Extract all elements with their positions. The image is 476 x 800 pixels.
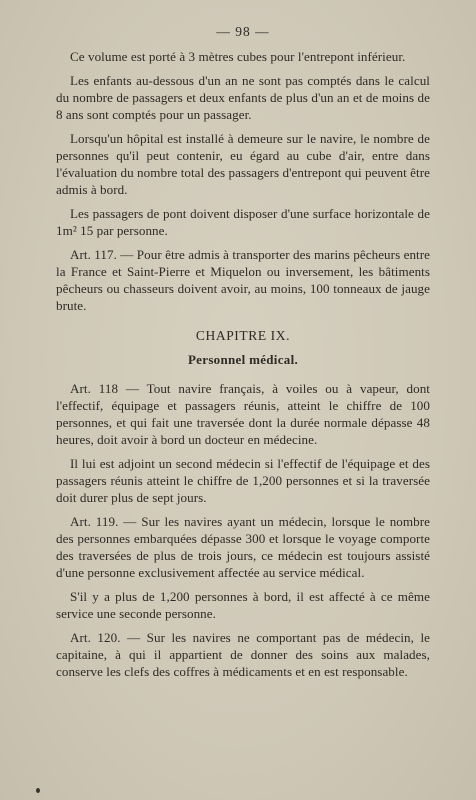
article-117: Art. 117. — Pour être admis à transporter des marins pêcheurs entre la France et Saint-Pierre et Miquelon ou inversement, les bâtiments pêcheurs ou chasseurs doivent avoir, au moins, 100 tonneaux de jauge brute. <box>56 247 430 313</box>
article-119: Art. 119. — Sur les navires ayant un médecin, lorsque le nombre des personnes embarquées dépasse 300 et lorsque le voyage comporte des traversées de plus de trois jours, ce médecin est toujours assisté d'une personne exclusivement affectée au service médical. <box>56 514 430 580</box>
article-118: Art. 118 — Tout navire français, à voiles ou à vapeur, dont l'effectif, équipage et passagers réunis, atteint le chiffre de 100 personnes, et qui fait une traversée dont la durée normale dépasse 48 heures, doit avoir à bord un docteur en médecine. <box>56 381 430 447</box>
chapter-title: CHAPITRE IX. <box>195 328 291 343</box>
page-number: — 98 — <box>216 24 270 39</box>
chapter-subtitle: Personnel médical. <box>187 352 299 367</box>
paragraph-volume-entrepont: Ce volume est porté à 3 mètres cubes pour l'entrepont inférieur. <box>70 49 406 64</box>
paragraph-second-medecin: Il lui est adjoint un second médecin si l'effectif de l'équipage et des passagers réunis atteint le chiffre de 1,200 personnes et si la traversée doit durer plus de sept jours. <box>56 456 430 505</box>
article-120: Art. 120. — Sur les navires ne comportant pas de médecin, le capitaine, à qui il appartient de donner des soins aux malades, conserve les clefs des coffres à médicaments et en est responsable. <box>56 630 430 679</box>
ink-speck <box>36 788 40 793</box>
paragraph-passagers-pont: Les passagers de pont doivent disposer d'une surface horizontale de 1m² 15 par personne. <box>56 206 430 238</box>
paragraph-enfants: Les enfants au-dessous d'un an ne sont pas comptés dans le calcul du nombre de passagers et deux enfants de plus d'un an et de moins de 8 ans sont comptés pour un passager. <box>56 73 430 122</box>
paragraph-hopital: Lorsqu'un hôpital est installé à demeure sur le navire, le nombre de personnes qu'il peut contenir, eu égard au cube d'air, entre dans l'évaluation du nombre total des passagers d'entrepont qui peuvent être admis à bord. <box>56 131 430 197</box>
paragraph-seconde-personne: S'il y a plus de 1,200 personnes à bord, il est affecté à ce même service une seconde personne. <box>56 589 430 621</box>
